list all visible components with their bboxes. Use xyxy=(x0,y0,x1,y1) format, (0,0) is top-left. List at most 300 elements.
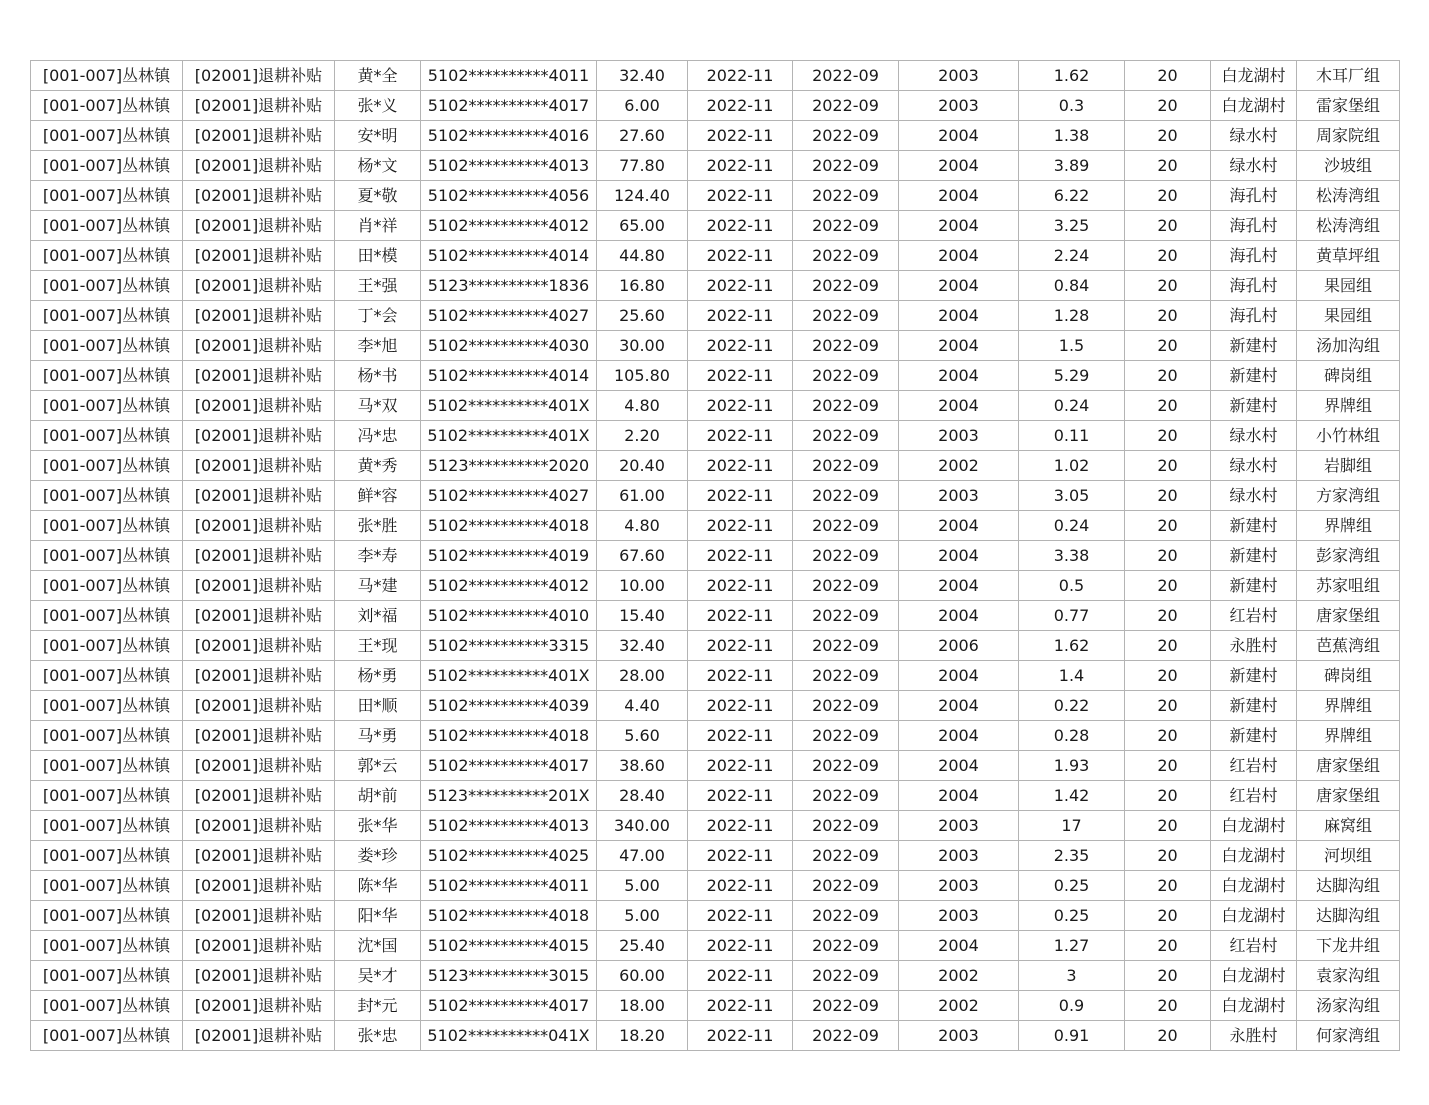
town-cell: [001-007]丛林镇 xyxy=(31,271,183,301)
standard-cell: 20 xyxy=(1125,931,1211,961)
year-cell: 2004 xyxy=(899,121,1019,151)
amount-cell: 124.40 xyxy=(597,181,688,211)
area-cell: 3.25 xyxy=(1019,211,1125,241)
area-cell: 0.11 xyxy=(1019,421,1125,451)
area-cell: 0.9 xyxy=(1019,991,1125,1021)
town-cell: [001-007]丛林镇 xyxy=(31,421,183,451)
period-cell: 2022-09 xyxy=(793,811,899,841)
area-cell: 1.38 xyxy=(1019,121,1125,151)
subsidy-type-cell: [02001]退耕补贴 xyxy=(183,91,335,121)
pay-month-cell: 2022-11 xyxy=(688,241,793,271)
group-cell: 界牌组 xyxy=(1297,391,1400,421)
standard-cell: 20 xyxy=(1125,661,1211,691)
town-cell: [001-007]丛林镇 xyxy=(31,991,183,1021)
id-number-cell: 5102**********401X xyxy=(421,421,597,451)
pay-month-cell: 2022-11 xyxy=(688,631,793,661)
village-cell: 白龙湖村 xyxy=(1211,901,1297,931)
amount-cell: 18.00 xyxy=(597,991,688,1021)
town-cell: [001-007]丛林镇 xyxy=(31,331,183,361)
period-cell: 2022-09 xyxy=(793,571,899,601)
period-cell: 2022-09 xyxy=(793,451,899,481)
village-cell: 红岩村 xyxy=(1211,601,1297,631)
name-cell: 刘*福 xyxy=(335,601,421,631)
village-cell: 绿水村 xyxy=(1211,121,1297,151)
period-cell: 2022-09 xyxy=(793,991,899,1021)
id-number-cell: 5102**********4027 xyxy=(421,301,597,331)
group-cell: 果园组 xyxy=(1297,271,1400,301)
pay-month-cell: 2022-11 xyxy=(688,931,793,961)
amount-cell: 5.00 xyxy=(597,901,688,931)
amount-cell: 340.00 xyxy=(597,811,688,841)
area-cell: 0.25 xyxy=(1019,901,1125,931)
period-cell: 2022-09 xyxy=(793,541,899,571)
amount-cell: 5.00 xyxy=(597,871,688,901)
group-cell: 雷家堡组 xyxy=(1297,91,1400,121)
name-cell: 夏*敬 xyxy=(335,181,421,211)
pay-month-cell: 2022-11 xyxy=(688,271,793,301)
standard-cell: 20 xyxy=(1125,1021,1211,1051)
group-cell: 松涛湾组 xyxy=(1297,211,1400,241)
village-cell: 新建村 xyxy=(1211,511,1297,541)
year-cell: 2004 xyxy=(899,721,1019,751)
standard-cell: 20 xyxy=(1125,511,1211,541)
amount-cell: 4.40 xyxy=(597,691,688,721)
subsidy-type-cell: [02001]退耕补贴 xyxy=(183,571,335,601)
name-cell: 丁*会 xyxy=(335,301,421,331)
year-cell: 2003 xyxy=(899,61,1019,91)
town-cell: [001-007]丛林镇 xyxy=(31,691,183,721)
village-cell: 白龙湖村 xyxy=(1211,91,1297,121)
period-cell: 2022-09 xyxy=(793,871,899,901)
group-cell: 界牌组 xyxy=(1297,721,1400,751)
period-cell: 2022-09 xyxy=(793,61,899,91)
year-cell: 2004 xyxy=(899,691,1019,721)
area-cell: 5.29 xyxy=(1019,361,1125,391)
standard-cell: 20 xyxy=(1125,481,1211,511)
area-cell: 0.28 xyxy=(1019,721,1125,751)
id-number-cell: 5102**********4017 xyxy=(421,751,597,781)
amount-cell: 60.00 xyxy=(597,961,688,991)
table-row xyxy=(31,271,1400,301)
name-cell: 马*双 xyxy=(335,391,421,421)
amount-cell: 4.80 xyxy=(597,391,688,421)
period-cell: 2022-09 xyxy=(793,781,899,811)
group-cell: 麻窝组 xyxy=(1297,811,1400,841)
standard-cell: 20 xyxy=(1125,571,1211,601)
subsidy-type-cell: [02001]退耕补贴 xyxy=(183,691,335,721)
name-cell: 李*旭 xyxy=(335,331,421,361)
period-cell: 2022-09 xyxy=(793,691,899,721)
id-number-cell: 5102**********401X xyxy=(421,661,597,691)
name-cell: 郭*云 xyxy=(335,751,421,781)
name-cell: 黄*全 xyxy=(335,61,421,91)
village-cell: 红岩村 xyxy=(1211,751,1297,781)
year-cell: 2002 xyxy=(899,961,1019,991)
group-cell: 松涛湾组 xyxy=(1297,181,1400,211)
subsidy-type-cell: [02001]退耕补贴 xyxy=(183,151,335,181)
pay-month-cell: 2022-11 xyxy=(688,511,793,541)
pay-month-cell: 2022-11 xyxy=(688,181,793,211)
area-cell: 0.84 xyxy=(1019,271,1125,301)
period-cell: 2022-09 xyxy=(793,841,899,871)
period-cell: 2022-09 xyxy=(793,271,899,301)
year-cell: 2004 xyxy=(899,301,1019,331)
group-cell: 黄草坪组 xyxy=(1297,241,1400,271)
town-cell: [001-007]丛林镇 xyxy=(31,901,183,931)
group-cell: 汤加沟组 xyxy=(1297,331,1400,361)
name-cell: 王*现 xyxy=(335,631,421,661)
year-cell: 2004 xyxy=(899,211,1019,241)
town-cell: [001-007]丛林镇 xyxy=(31,961,183,991)
pay-month-cell: 2022-11 xyxy=(688,451,793,481)
name-cell: 王*强 xyxy=(335,271,421,301)
town-cell: [001-007]丛林镇 xyxy=(31,181,183,211)
period-cell: 2022-09 xyxy=(793,241,899,271)
table-row xyxy=(31,691,1400,721)
subsidy-type-cell: [02001]退耕补贴 xyxy=(183,541,335,571)
table-row xyxy=(31,151,1400,181)
group-cell: 下龙井组 xyxy=(1297,931,1400,961)
year-cell: 2004 xyxy=(899,931,1019,961)
period-cell: 2022-09 xyxy=(793,511,899,541)
village-cell: 红岩村 xyxy=(1211,931,1297,961)
name-cell: 黄*秀 xyxy=(335,451,421,481)
table-row xyxy=(31,871,1400,901)
subsidy-type-cell: [02001]退耕补贴 xyxy=(183,811,335,841)
amount-cell: 20.40 xyxy=(597,451,688,481)
amount-cell: 15.40 xyxy=(597,601,688,631)
year-cell: 2004 xyxy=(899,541,1019,571)
name-cell: 安*明 xyxy=(335,121,421,151)
pay-month-cell: 2022-11 xyxy=(688,901,793,931)
area-cell: 1.27 xyxy=(1019,931,1125,961)
area-cell: 0.25 xyxy=(1019,871,1125,901)
subsidy-type-cell: [02001]退耕补贴 xyxy=(183,751,335,781)
subsidy-type-cell: [02001]退耕补贴 xyxy=(183,991,335,1021)
village-cell: 新建村 xyxy=(1211,361,1297,391)
area-cell: 6.22 xyxy=(1019,181,1125,211)
standard-cell: 20 xyxy=(1125,301,1211,331)
village-cell: 新建村 xyxy=(1211,721,1297,751)
period-cell: 2022-09 xyxy=(793,661,899,691)
town-cell: [001-007]丛林镇 xyxy=(31,391,183,421)
id-number-cell: 5102**********4025 xyxy=(421,841,597,871)
area-cell: 0.3 xyxy=(1019,91,1125,121)
town-cell: [001-007]丛林镇 xyxy=(31,211,183,241)
standard-cell: 20 xyxy=(1125,241,1211,271)
amount-cell: 61.00 xyxy=(597,481,688,511)
name-cell: 张*义 xyxy=(335,91,421,121)
group-cell: 芭蕉湾组 xyxy=(1297,631,1400,661)
id-number-cell: 5102**********4014 xyxy=(421,241,597,271)
amount-cell: 47.00 xyxy=(597,841,688,871)
village-cell: 白龙湖村 xyxy=(1211,61,1297,91)
year-cell: 2004 xyxy=(899,601,1019,631)
town-cell: [001-007]丛林镇 xyxy=(31,241,183,271)
pay-month-cell: 2022-11 xyxy=(688,361,793,391)
year-cell: 2004 xyxy=(899,151,1019,181)
name-cell: 胡*前 xyxy=(335,781,421,811)
id-number-cell: 5123**********3015 xyxy=(421,961,597,991)
name-cell: 鲜*容 xyxy=(335,481,421,511)
table-row xyxy=(31,961,1400,991)
pay-month-cell: 2022-11 xyxy=(688,721,793,751)
id-number-cell: 5123**********2020 xyxy=(421,451,597,481)
table-row xyxy=(31,601,1400,631)
year-cell: 2006 xyxy=(899,631,1019,661)
town-cell: [001-007]丛林镇 xyxy=(31,841,183,871)
pay-month-cell: 2022-11 xyxy=(688,121,793,151)
group-cell: 碑岗组 xyxy=(1297,661,1400,691)
town-cell: [001-007]丛林镇 xyxy=(31,541,183,571)
pay-month-cell: 2022-11 xyxy=(688,691,793,721)
area-cell: 2.35 xyxy=(1019,841,1125,871)
pay-month-cell: 2022-11 xyxy=(688,571,793,601)
village-cell: 红岩村 xyxy=(1211,781,1297,811)
period-cell: 2022-09 xyxy=(793,331,899,361)
area-cell: 1.28 xyxy=(1019,301,1125,331)
id-number-cell: 5102**********4018 xyxy=(421,511,597,541)
year-cell: 2004 xyxy=(899,781,1019,811)
name-cell: 杨*书 xyxy=(335,361,421,391)
village-cell: 海孔村 xyxy=(1211,181,1297,211)
group-cell: 河坝组 xyxy=(1297,841,1400,871)
village-cell: 海孔村 xyxy=(1211,271,1297,301)
town-cell: [001-007]丛林镇 xyxy=(31,511,183,541)
period-cell: 2022-09 xyxy=(793,211,899,241)
amount-cell: 6.00 xyxy=(597,91,688,121)
area-cell: 3.38 xyxy=(1019,541,1125,571)
year-cell: 2003 xyxy=(899,1021,1019,1051)
amount-cell: 32.40 xyxy=(597,61,688,91)
name-cell: 杨*文 xyxy=(335,151,421,181)
town-cell: [001-007]丛林镇 xyxy=(31,811,183,841)
pay-month-cell: 2022-11 xyxy=(688,331,793,361)
year-cell: 2004 xyxy=(899,241,1019,271)
area-cell: 1.5 xyxy=(1019,331,1125,361)
area-cell: 1.62 xyxy=(1019,61,1125,91)
period-cell: 2022-09 xyxy=(793,601,899,631)
id-number-cell: 5102**********4011 xyxy=(421,871,597,901)
standard-cell: 20 xyxy=(1125,811,1211,841)
area-cell: 3 xyxy=(1019,961,1125,991)
name-cell: 肖*祥 xyxy=(335,211,421,241)
year-cell: 2003 xyxy=(899,811,1019,841)
table-row xyxy=(31,571,1400,601)
name-cell: 沈*国 xyxy=(335,931,421,961)
group-cell: 达脚沟组 xyxy=(1297,871,1400,901)
village-cell: 白龙湖村 xyxy=(1211,961,1297,991)
table-row xyxy=(31,781,1400,811)
pay-month-cell: 2022-11 xyxy=(688,661,793,691)
table-row xyxy=(31,211,1400,241)
name-cell: 田*模 xyxy=(335,241,421,271)
year-cell: 2004 xyxy=(899,181,1019,211)
standard-cell: 20 xyxy=(1125,991,1211,1021)
subsidy-type-cell: [02001]退耕补贴 xyxy=(183,841,335,871)
standard-cell: 20 xyxy=(1125,691,1211,721)
period-cell: 2022-09 xyxy=(793,721,899,751)
period-cell: 2022-09 xyxy=(793,751,899,781)
standard-cell: 20 xyxy=(1125,601,1211,631)
period-cell: 2022-09 xyxy=(793,931,899,961)
table-row xyxy=(31,91,1400,121)
id-number-cell: 5102**********4017 xyxy=(421,991,597,1021)
area-cell: 17 xyxy=(1019,811,1125,841)
amount-cell: 30.00 xyxy=(597,331,688,361)
subsidy-type-cell: [02001]退耕补贴 xyxy=(183,901,335,931)
period-cell: 2022-09 xyxy=(793,361,899,391)
id-number-cell: 5102**********4010 xyxy=(421,601,597,631)
standard-cell: 20 xyxy=(1125,331,1211,361)
amount-cell: 77.80 xyxy=(597,151,688,181)
pay-month-cell: 2022-11 xyxy=(688,301,793,331)
year-cell: 2003 xyxy=(899,871,1019,901)
year-cell: 2002 xyxy=(899,991,1019,1021)
amount-cell: 28.00 xyxy=(597,661,688,691)
name-cell: 娄*珍 xyxy=(335,841,421,871)
area-cell: 2.24 xyxy=(1019,241,1125,271)
standard-cell: 20 xyxy=(1125,121,1211,151)
group-cell: 彭家湾组 xyxy=(1297,541,1400,571)
village-cell: 绿水村 xyxy=(1211,151,1297,181)
standard-cell: 20 xyxy=(1125,451,1211,481)
town-cell: [001-007]丛林镇 xyxy=(31,721,183,751)
standard-cell: 20 xyxy=(1125,421,1211,451)
name-cell: 吴*才 xyxy=(335,961,421,991)
standard-cell: 20 xyxy=(1125,271,1211,301)
table-row xyxy=(31,241,1400,271)
group-cell: 小竹林组 xyxy=(1297,421,1400,451)
pay-month-cell: 2022-11 xyxy=(688,601,793,631)
town-cell: [001-007]丛林镇 xyxy=(31,781,183,811)
subsidy-type-cell: [02001]退耕补贴 xyxy=(183,451,335,481)
standard-cell: 20 xyxy=(1125,181,1211,211)
pay-month-cell: 2022-11 xyxy=(688,421,793,451)
subsidy-type-cell: [02001]退耕补贴 xyxy=(183,931,335,961)
subsidy-type-cell: [02001]退耕补贴 xyxy=(183,301,335,331)
year-cell: 2003 xyxy=(899,91,1019,121)
group-cell: 唐家堡组 xyxy=(1297,781,1400,811)
table-row xyxy=(31,481,1400,511)
id-number-cell: 5102**********4018 xyxy=(421,721,597,751)
year-cell: 2004 xyxy=(899,511,1019,541)
group-cell: 达脚沟组 xyxy=(1297,901,1400,931)
subsidy-type-cell: [02001]退耕补贴 xyxy=(183,241,335,271)
id-number-cell: 5102**********4027 xyxy=(421,481,597,511)
town-cell: [001-007]丛林镇 xyxy=(31,481,183,511)
standard-cell: 20 xyxy=(1125,361,1211,391)
year-cell: 2004 xyxy=(899,571,1019,601)
name-cell: 马*建 xyxy=(335,571,421,601)
pay-month-cell: 2022-11 xyxy=(688,151,793,181)
id-number-cell: 5102**********4019 xyxy=(421,541,597,571)
town-cell: [001-007]丛林镇 xyxy=(31,751,183,781)
standard-cell: 20 xyxy=(1125,541,1211,571)
group-cell: 果园组 xyxy=(1297,301,1400,331)
standard-cell: 20 xyxy=(1125,751,1211,781)
id-number-cell: 5123**********201X xyxy=(421,781,597,811)
village-cell: 永胜村 xyxy=(1211,631,1297,661)
period-cell: 2022-09 xyxy=(793,391,899,421)
village-cell: 新建村 xyxy=(1211,691,1297,721)
village-cell: 新建村 xyxy=(1211,571,1297,601)
year-cell: 2003 xyxy=(899,481,1019,511)
pay-month-cell: 2022-11 xyxy=(688,841,793,871)
table-row xyxy=(31,421,1400,451)
pay-month-cell: 2022-11 xyxy=(688,61,793,91)
name-cell: 张*华 xyxy=(335,811,421,841)
group-cell: 何家湾组 xyxy=(1297,1021,1400,1051)
town-cell: [001-007]丛林镇 xyxy=(31,361,183,391)
table-row xyxy=(31,61,1400,91)
standard-cell: 20 xyxy=(1125,781,1211,811)
pay-month-cell: 2022-11 xyxy=(688,961,793,991)
id-number-cell: 5102**********4018 xyxy=(421,901,597,931)
village-cell: 白龙湖村 xyxy=(1211,991,1297,1021)
amount-cell: 38.60 xyxy=(597,751,688,781)
subsidy-table xyxy=(30,60,1400,1051)
town-cell: [001-007]丛林镇 xyxy=(31,931,183,961)
amount-cell: 67.60 xyxy=(597,541,688,571)
name-cell: 杨*勇 xyxy=(335,661,421,691)
standard-cell: 20 xyxy=(1125,871,1211,901)
village-cell: 绿水村 xyxy=(1211,421,1297,451)
amount-cell: 32.40 xyxy=(597,631,688,661)
id-number-cell: 5102**********4011 xyxy=(421,61,597,91)
period-cell: 2022-09 xyxy=(793,121,899,151)
town-cell: [001-007]丛林镇 xyxy=(31,301,183,331)
subsidy-type-cell: [02001]退耕补贴 xyxy=(183,421,335,451)
area-cell: 1.4 xyxy=(1019,661,1125,691)
year-cell: 2004 xyxy=(899,331,1019,361)
standard-cell: 20 xyxy=(1125,841,1211,871)
subsidy-type-cell: [02001]退耕补贴 xyxy=(183,331,335,361)
table-row xyxy=(31,931,1400,961)
table-row xyxy=(31,121,1400,151)
amount-cell: 44.80 xyxy=(597,241,688,271)
pay-month-cell: 2022-11 xyxy=(688,781,793,811)
village-cell: 新建村 xyxy=(1211,391,1297,421)
town-cell: [001-007]丛林镇 xyxy=(31,91,183,121)
name-cell: 张*胜 xyxy=(335,511,421,541)
town-cell: [001-007]丛林镇 xyxy=(31,571,183,601)
standard-cell: 20 xyxy=(1125,151,1211,181)
table-row xyxy=(31,1021,1400,1051)
area-cell: 1.02 xyxy=(1019,451,1125,481)
subsidy-type-cell: [02001]退耕补贴 xyxy=(183,271,335,301)
year-cell: 2004 xyxy=(899,661,1019,691)
subsidy-type-cell: [02001]退耕补贴 xyxy=(183,481,335,511)
subsidy-type-cell: [02001]退耕补贴 xyxy=(183,61,335,91)
pay-month-cell: 2022-11 xyxy=(688,751,793,781)
name-cell: 阳*华 xyxy=(335,901,421,931)
name-cell: 李*寿 xyxy=(335,541,421,571)
village-cell: 白龙湖村 xyxy=(1211,811,1297,841)
id-number-cell: 5102**********041X xyxy=(421,1021,597,1051)
name-cell: 冯*忠 xyxy=(335,421,421,451)
subsidy-type-cell: [02001]退耕补贴 xyxy=(183,661,335,691)
id-number-cell: 5102**********4013 xyxy=(421,811,597,841)
town-cell: [001-007]丛林镇 xyxy=(31,871,183,901)
id-number-cell: 5102**********4016 xyxy=(421,121,597,151)
table-row xyxy=(31,991,1400,1021)
id-number-cell: 5102**********4014 xyxy=(421,361,597,391)
amount-cell: 4.80 xyxy=(597,511,688,541)
period-cell: 2022-09 xyxy=(793,181,899,211)
table-row xyxy=(31,511,1400,541)
table-row xyxy=(31,841,1400,871)
